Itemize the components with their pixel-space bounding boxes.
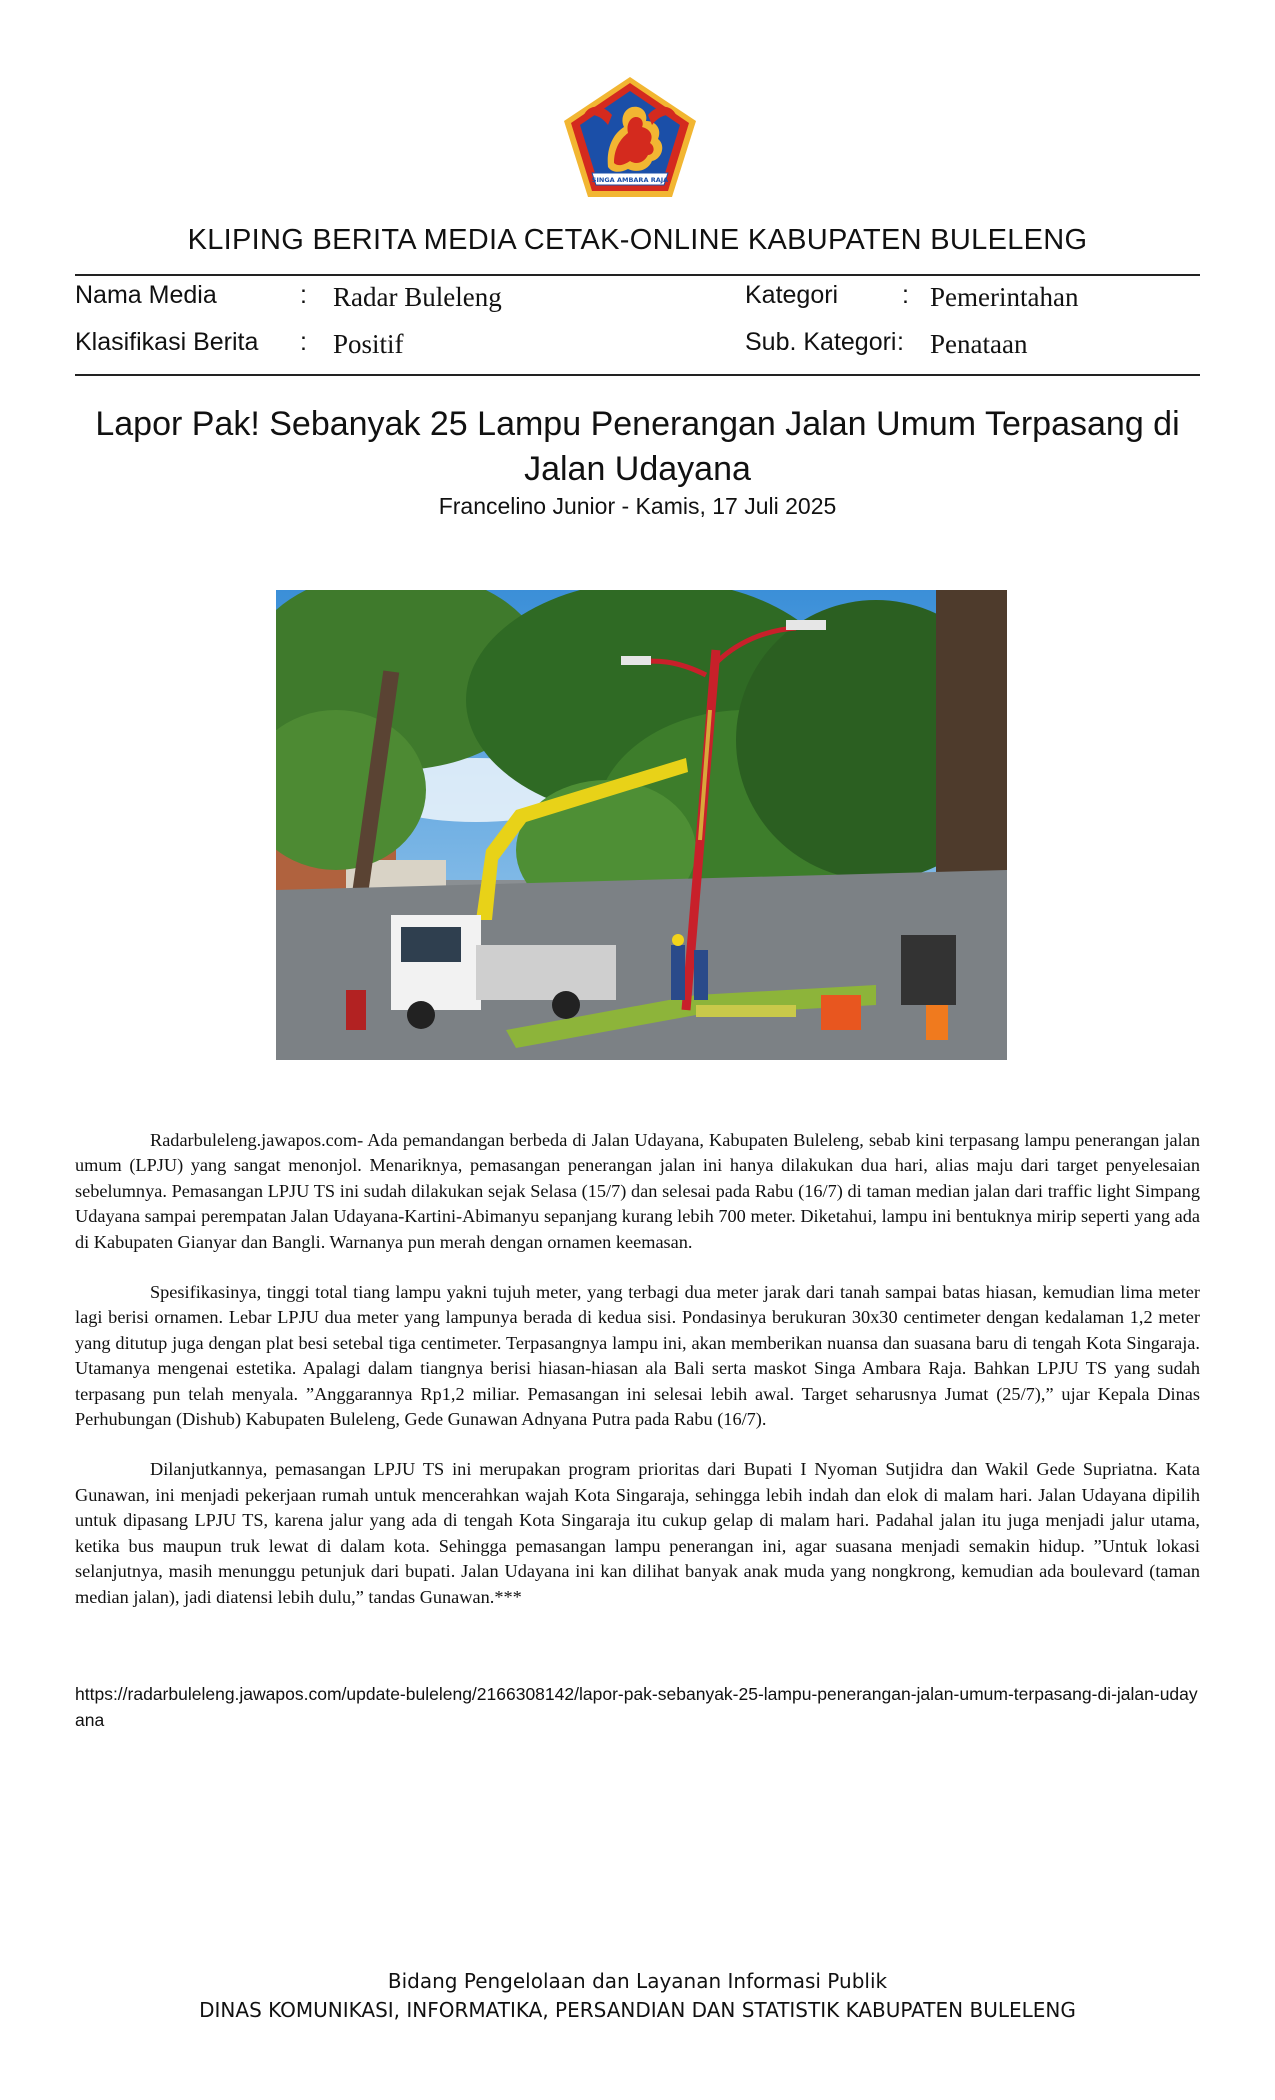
divider-bottom — [75, 374, 1200, 376]
media-colon: : — [300, 281, 307, 309]
subkategori-colon: : — [897, 328, 904, 356]
article-body — [75, 1128, 1200, 1635]
kliping-title: KLIPING BERITA MEDIA CETAK-ONLINE KABUPATEN BULELENG — [187, 224, 1088, 256]
article-byline: Francelino Junior - Kamis, 17 Juli 2025 — [438, 493, 837, 519]
article-paragraph-1: Radarbuleleng.jawapos.com- Ada pemandangan berbeda di Jalan Udayana, Kabupaten Buleleng, sebab kini terpasang lampu penerangan jalan umum (LPJU) yang sangat menonjol. Menariknya, pemasangan penerangan jalan ini hanya dilakukan dua hari, alias maju dari target penyelesaian sebelumnya. Pemasangan LPJU TS ini sudah dilakukan sejak Selasa (15/7) dan selesai pada Rabu (16/7) di taman median jalan dari traffic light Simpang Udayana sampai perempatan Jalan Udayana-Kartini-Abimanyu sepanjang kurang lebih 700 meter. Diketahui, lampu ini bentuknya mirip seperti yang ada di Kabupaten Gianyar dan Bangli. Warnanya pun merah dengan ornamen keemasan. — [75, 1130, 1200, 1252]
article-paragraph-3: Dilanjutkannya, pemasangan LPJU TS ini merupakan program prioritas dari Bupati I Nyoman Sutjidra dan Wakil Gede Supriatna. Kata Gunawan, ini menjadi pekerjaan rumah untuk mencerahkan wajah Kota Singaraja, sehingga lebih indah dan elok di malam hari. Jalan Udayana dipilih untuk dipasang LPJU TS, karena jalur yang ada di tengah Kota Singaraja itu cukup gelap di malam hari. Padahal jalan itu juga menjadi jalur utama, ketika bus maupun truk lewat di dalam kota. Sehingga pemasangan lampu penerangan ini, agar suasana menjadi semakin hidup. ”Untuk lokasi selanjutnya, masih menunggu petunjuk dari bupati. Jalan Udayana ini kan dilihat banyak anak muda yang nongkrong, kemudian ada boulevard (taman median jalan), jadi diatensi lebih dulu,” tandas Gunawan.*** — [75, 1459, 1200, 1607]
divider-top — [75, 274, 1200, 276]
subkategori-label: Sub. Kategori — [745, 328, 897, 356]
article-paragraph-2: Spesifikasinya, tinggi total tiang lampu yakni tujuh meter, yang terbagi dua meter jarak dari tanah sampai batas hiasan, kemudian lima meter lagi berisi ornamen. Lebar LPJU dua meter yang lampunya berada di kedua sisi. Pondasinya berukuran 30x30 centimeter dengan kedalaman 1,2 meter yang ditutup juga dengan plat besi setebal tiga centimeter. Terpasangnya lampu ini, akan memberikan nuansa dan suasana baru di tengah Kota Singaraja. Utamanya mengenai estetika. Apalagi dalam tiangnya berisi hiasan-hiasan ala Bali serta maskot Singa Ambara Raja. Bahkan LPJU TS yang sudah terpasang pun telah menyala. ”Anggarannya Rp1,2 miliar. Pemasangan ini selesai lebih awal. Target seharusnya Jumat (25/7),” ujar Kepala Dinas Perhubungan (Dishub) Kabupaten Buleleng, Gede Gunawan Adnyana Putra pada Rabu (16/7). — [75, 1282, 1200, 1430]
klasifikasi-value: Positif — [333, 329, 404, 359]
subkategori-value: Penataan — [930, 329, 1028, 359]
footer-department: DINAS KOMUNIKASI, INFORMATIKA, PERSANDIAN DAN STATISTIK KABUPATEN BULELENG — [199, 1998, 1076, 2022]
media-value: Radar Buleleng — [333, 282, 502, 312]
article-headline: Lapor Pak! Sebanyak 25 Lampu Penerangan Jalan Umum Terpasang di Jalan Udayana — [95, 405, 1180, 488]
source-link[interactable]: https://radarbuleleng.jawapos.com/update-buleleng/2166308142/lapor-pak-sebanyak-25-lampu-penerangan-jalan-umum-terpasang-di-jalan-udayana — [75, 1684, 1198, 1730]
kategori-value: Pemerintahan — [930, 282, 1079, 312]
article-photo — [276, 590, 1007, 1060]
kategori-colon: : — [902, 281, 909, 309]
kabupaten-buleleng-logo — [562, 75, 698, 199]
klasifikasi-colon: : — [300, 328, 307, 356]
svg-text:SINGA AMBARA RAJA: SINGA AMBARA RAJA — [591, 176, 669, 184]
footer-division: Bidang Pengelolaan dan Layanan Informasi Publik — [387, 1969, 888, 1993]
kategori-label: Kategori — [745, 281, 839, 309]
klasifikasi-label: Klasifikasi Berita — [75, 328, 259, 356]
media-label: Nama Media — [75, 281, 217, 309]
